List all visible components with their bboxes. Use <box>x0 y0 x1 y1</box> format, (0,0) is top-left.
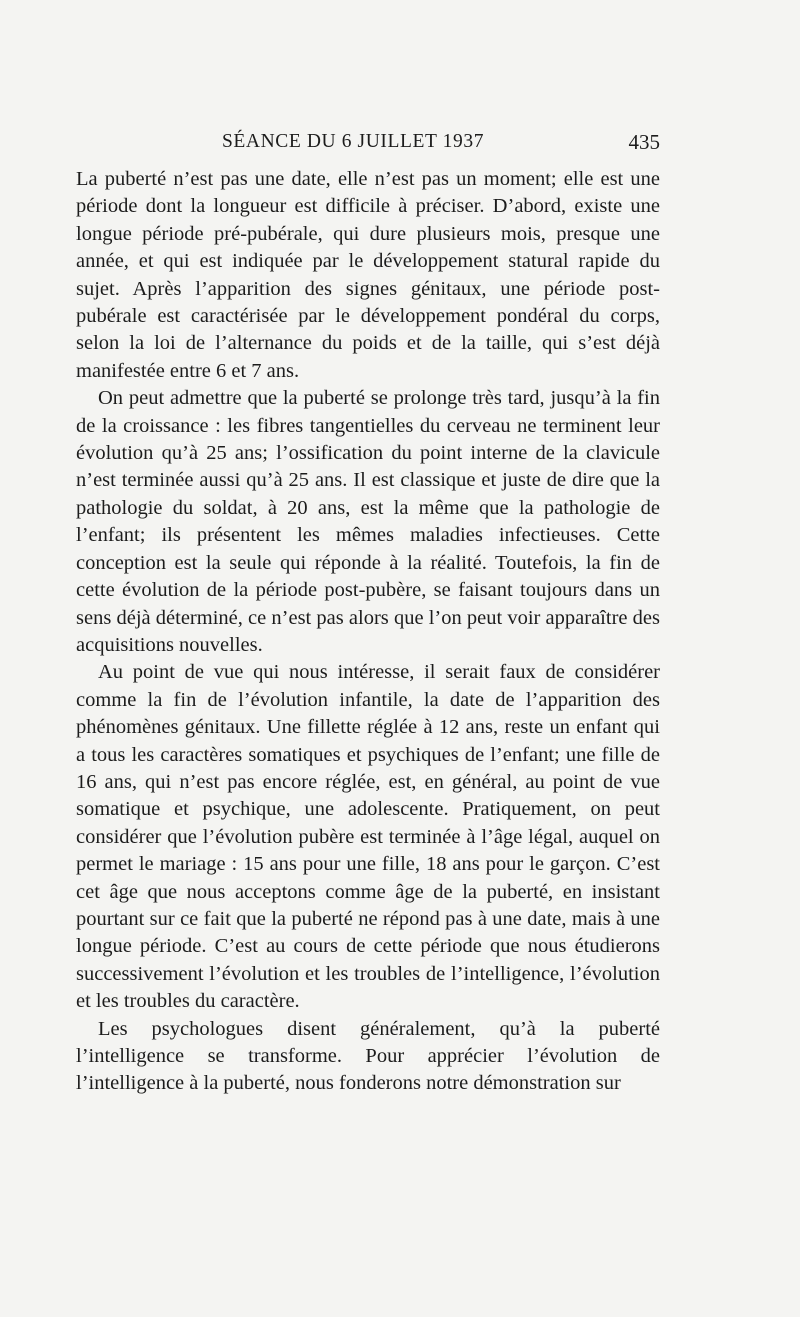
paragraph: Au point de vue qui nous intéresse, il serait faux de considérer comme la fin de l’évolution infantile, la date de l’apparition des phénomènes génitaux. Une fillette réglée à 12 ans, reste un enfant qui a tous les caractères somatiques et psychiques de l’enfant; une fille de 16 ans, qui n’est pas encore réglée, est, en général, au point de vue somatique et psychique, une adolescente. Pratiquement, on peut considérer que l’évolution pubère est terminée à l’âge légal, auquel on permet le mariage : 15 ans pour une fille, 18 ans pour le garçon. C’est cet âge que nous acceptons comme âge de la puberté, en insistant pourtant sur ce fait que la puberté ne répond pas à une date, mais à une longue période. C’est au cours de cette période que nous étudierons successivement l’évolution et les troubles de l’intelligence, l’évolution et les troubles du caractère. <box>76 661 660 1013</box>
page-number: 435 <box>628 130 660 154</box>
paragraph: On peut admettre que la puberté se prolonge très tard, jusqu’à la fin de la croissance : les fibres tangentielles du cerveau ne terminent leur évolution qu’à 25 ans; l’ossification du point interne de la clavicule n’est terminée aussi qu’à 25 ans. Il est classique et juste de dire que la pathologie du soldat, à 20 ans, est la même que la pathologie de l’enfant; ils présentent les mêmes maladies infectieuses. Cette conception est la seule qui réponde à la réalité. Toutefois, la fin de cette évolution de la période post-pubère, se faisant toujours dans un sens déjà déterminé, ce n’est pas alors que l’on peut voir apparaître des acquisitions nouvelles. <box>76 387 660 656</box>
paragraph: Les psychologues disent généralement, qu’à la puberté l’intelligence se transforme. Pour apprécier l’évolution de l’intelligence à la puberté, nous fonderons notre démonstration sur <box>76 1017 660 1095</box>
page-header <box>76 126 660 158</box>
paragraph: La puberté n’est pas une date, elle n’est pas un moment; elle est une période dont la longueur est difficile à préciser. D’abord, existe une longue période pré-pubérale, qui dure plusieurs mois, presque une année, et qui est indiquée par le développement statural rapide du sujet. Après l’apparition des signes génitaux, une période post-pubérale est caractérisée par le développement pondéral du corps, selon la loi de l’alternance du poids et de la taille, qui s’est déjà manifestée entre 6 et 7 ans. <box>76 168 660 382</box>
body-text <box>76 166 660 1098</box>
running-head: SÉANCE DU 6 JUILLET 1937 <box>221 131 485 152</box>
